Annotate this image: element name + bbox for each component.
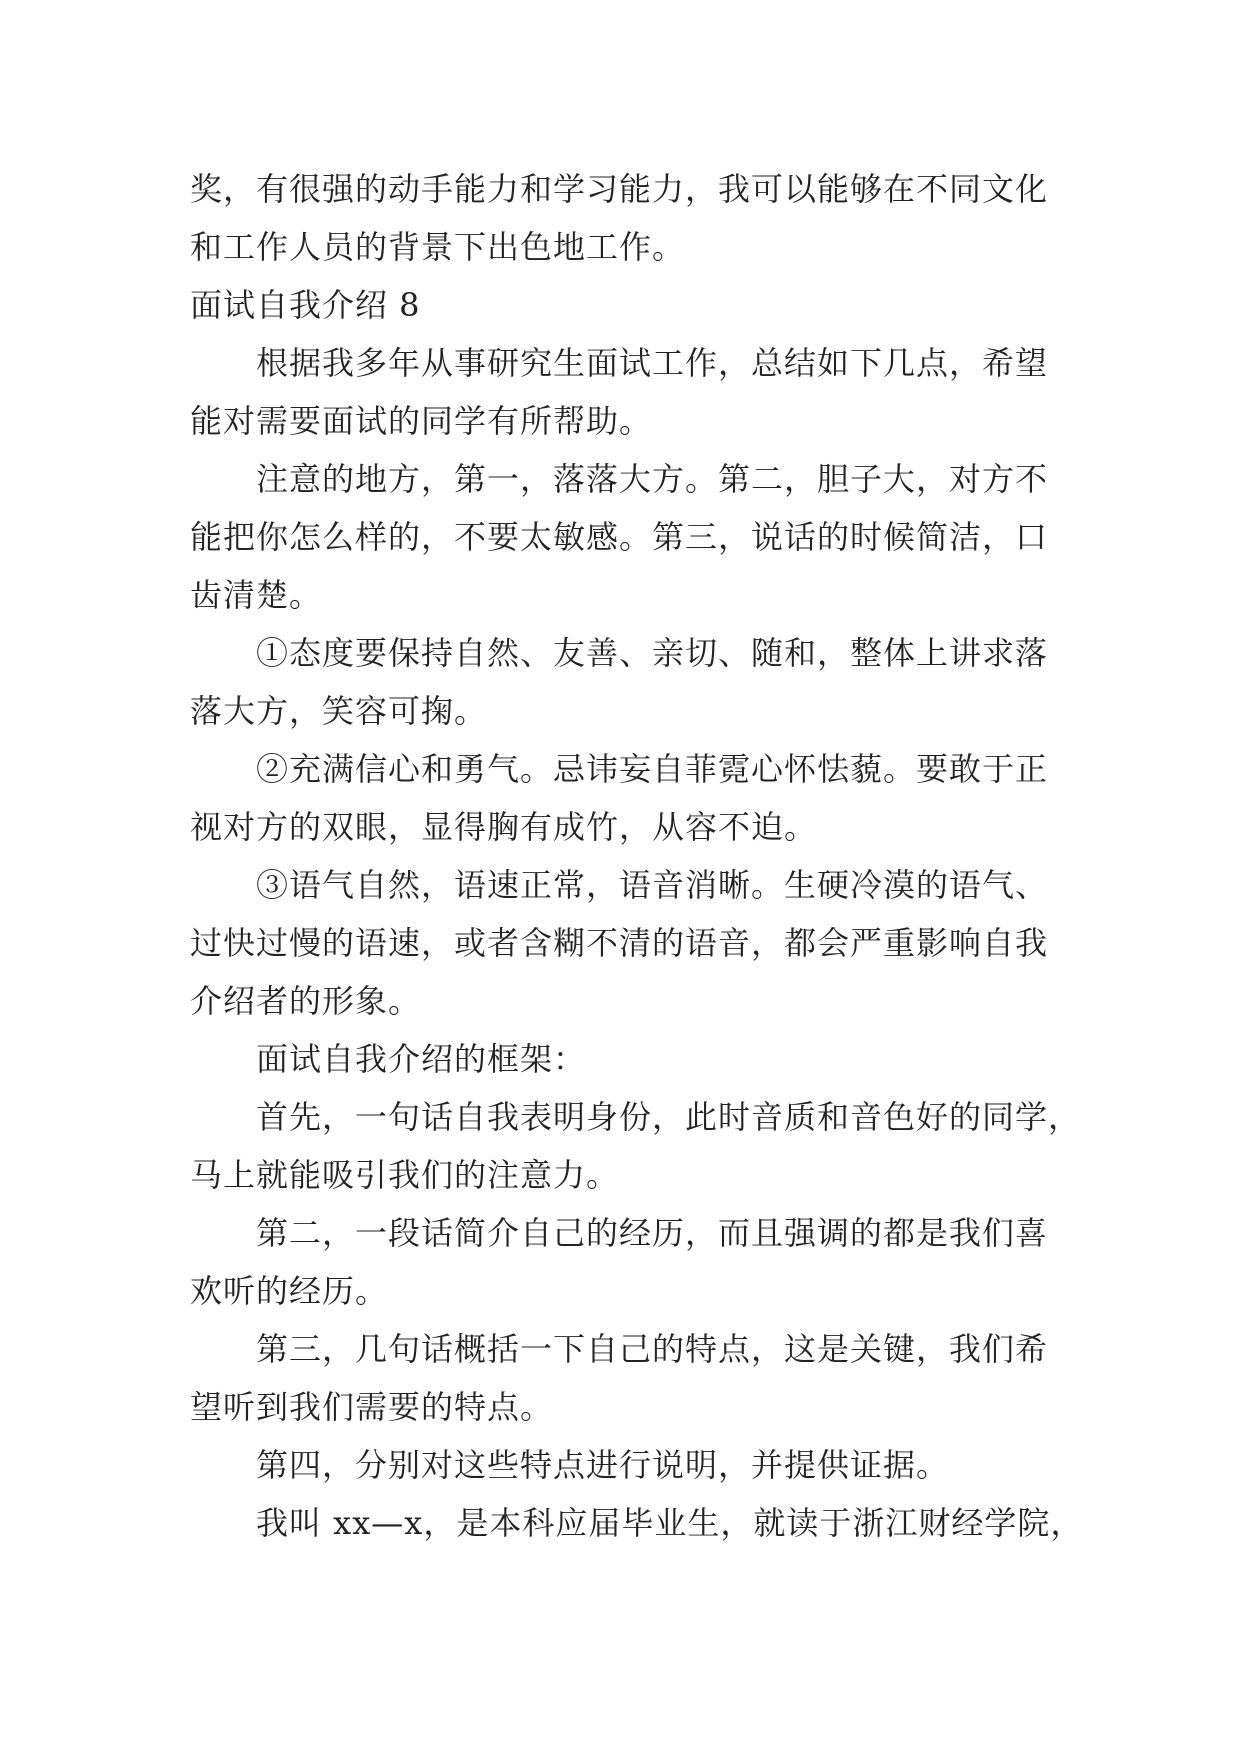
text-line: 能对需要面试的同学有所帮助。 xyxy=(190,402,653,440)
text-line: 望听到我们需要的特点。 xyxy=(190,1388,554,1426)
text-line: 奖，有很强的动手能力和学习能力，我可以能够在不同文化 xyxy=(190,170,1049,208)
text-line: 欢听的经历。 xyxy=(190,1272,389,1310)
text-line: 落大方，笑容可掬。 xyxy=(190,692,488,730)
document-body xyxy=(190,160,1084,1552)
text-line: 根据我多年从事研究生面试工作，总结如下几点，希望 xyxy=(256,344,1049,382)
list-item: ①态度要保持自然、友善、亲切、随和，整体上讲求落 xyxy=(256,634,1049,672)
text-line: 介绍者的形象。 xyxy=(190,982,422,1020)
text-line: 面试自我介绍的框架： xyxy=(256,1040,587,1078)
text-line: 我叫 xx—x，是本科应届毕业生，就读于浙江财经学院， xyxy=(256,1504,1084,1542)
text-line: 过快过慢的语速，或者含糊不清的语音，都会严重影响自我 xyxy=(190,924,1049,962)
text-line: 能把你怎么样的，不要太敏感。第三，说话的时候简洁，口 xyxy=(190,518,1049,556)
text-line: 首先，一句话自我表明身份，此时音质和音色好的同学， xyxy=(256,1098,1082,1136)
text-line: 第三，几句话概括一下自己的特点，这是关键，我们希 xyxy=(256,1330,1049,1368)
list-item: ②充满信心和勇气。忌讳妄自菲霓心怀怯藐。要敢于正 xyxy=(256,750,1049,788)
text-line: 和工作人员的背景下出色地工作。 xyxy=(190,228,686,266)
text-line: 齿清楚。 xyxy=(190,576,323,614)
text-line: 马上就能吸引我们的注意力。 xyxy=(190,1156,620,1194)
list-item: ③语气自然，语速正常，语音消晰。生硬冷漠的语气、 xyxy=(256,866,1049,904)
text-line: 第二，一段话简介自己的经历，而且强调的都是我们喜 xyxy=(256,1214,1049,1252)
text-line: 注意的地方，第一，落落大方。第二，胆子大，对方不 xyxy=(256,460,1049,498)
text-line: 第四，分别对这些特点进行说明，并提供证据。 xyxy=(256,1446,950,1484)
text-line: 视对方的双眼，显得胸有成竹，从容不迫。 xyxy=(190,808,818,846)
section-heading: 面试自我介绍 8 xyxy=(190,286,421,324)
